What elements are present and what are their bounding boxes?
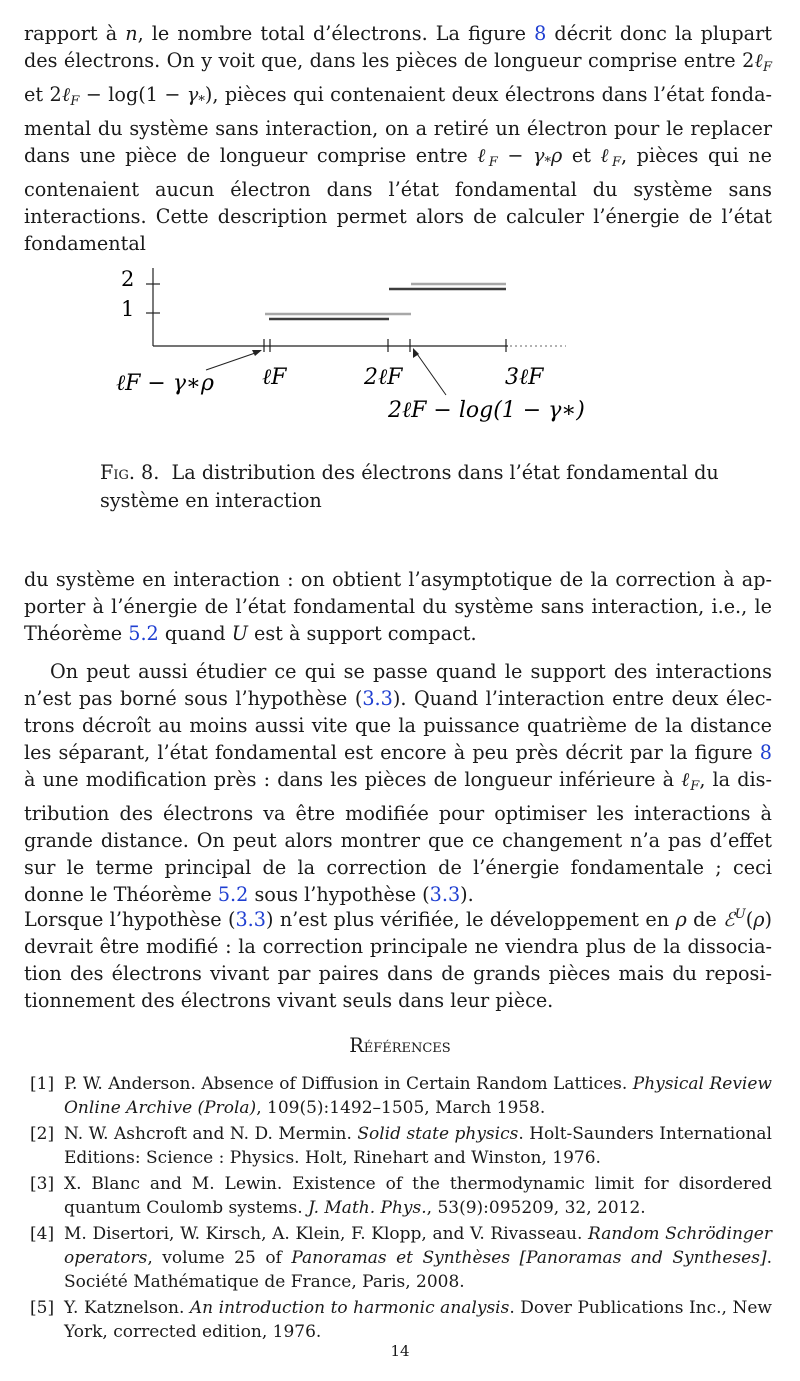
- paragraph-unbounded-support: On peut aussi étudier ce qui se passe quand le support des interactions n’est pas borné sous l’hypothèse (3.3). Quand l’interaction entre deux électrons décroît au moins aussi vite que la puissance quatrième de la distance les séparant, l’état fondamental est encore à peu près décrit par la figure 8 à une modification près : dans les pièces de longueur inférieure à ℓ$_F$, la distribution des électrons va être modifiée pour optimiser les interactions à grande distance. On peut alors montrer que ce changement n’a pas d’effet sur le terme principal de la correction de l’énergie fondamentale ; ceci donne le Théorème 5.2 sous l’hypothèse (3.3).: [24, 660, 772, 906]
- label-2lf-log: 2ℓF − log(1 − γ∗): [388, 398, 585, 423]
- references-list: [30, 1072, 772, 1346]
- reference-item: [4] M. Disertori, W. Kirsch, A. Klein, F. Klopp, and V. Rivasseau. Random Schrödinger operators, volume 25 of Panoramas et Synthèses [Panoramas and Syntheses]. Société Mathématique de France, Paris, 2008.: [30, 1224, 772, 1292]
- label-lf-minus: ℓF − γ∗ρ: [116, 371, 214, 396]
- hypothesis-link[interactable]: 3.3: [235, 908, 266, 931]
- label-lf: ℓF: [262, 365, 287, 390]
- figure-link[interactable]: 8: [759, 741, 772, 764]
- paragraph-intro: rapport à n, le nombre total d’électrons. La figure 8 décrit donc la plupart des électrons. On y voit que, dans les pièces de longueur comprise entre 2ℓ$_F$ et 2ℓ$_F$ − $\log(1 - \gamma_*)$, pièces qui contenaient deux électrons dans l’état fondamental du système sans interaction, on a retiré un électron pour le replacer dans une pièce de longueur comprise entre ℓ$_F$ − $\gamma_*\rho$ et ℓ$_F$, pièces qui ne contenaient aucun électron dans l’état fondamental du système sans interactions. Cette description permet alors de calculer l’énergie de l’état fondamental: [24, 22, 773, 255]
- label-3lf: 3ℓF: [505, 365, 544, 390]
- paragraph-continuation: du système en interaction : on obtient l’asymptotique de la correction à apporter à l’énergie de l’état fondamental du système sans interaction, i.e., le Théorème 5.2 quand U est à support compact.: [24, 568, 772, 645]
- hypothesis-link[interactable]: 3.3: [429, 883, 461, 906]
- figure-caption: Fig. 8. La distribution des électrons dans l’état fondamental du système en interaction: [100, 461, 719, 512]
- reference-item: [2] N. W. Ashcroft and N. D. Mermin. Solid state physics. Holt-Saunders International Editions: Science : Physics. Holt, Rinehart and Winston, 1976.: [30, 1124, 772, 1168]
- theorem-link[interactable]: 5.2: [217, 883, 249, 906]
- electron-distribution-figure: [0, 240, 800, 440]
- y-label-2: 2: [121, 267, 135, 291]
- hypothesis-link[interactable]: 3.3: [362, 687, 393, 710]
- theorem-link[interactable]: 5.2: [128, 622, 159, 645]
- arrow-2lf-log-head: [413, 348, 419, 358]
- arrow-2lf-log: [415, 351, 446, 395]
- page-number: 14: [390, 1342, 410, 1360]
- reference-item: [1] P. W. Anderson. Absence of Diffusion in Certain Random Lattices. Physical Review Online Archive (Prola), 109(5):1492–1505, March 1958.: [30, 1074, 772, 1118]
- reference-item: [3] X. Blanc and M. Lewin. Existence of the thermodynamic limit for disordered quantum Coulomb systems. J. Math. Phys., 53(9):095209, 32, 2012.: [30, 1174, 772, 1218]
- figure-link[interactable]: 8: [534, 22, 547, 45]
- references-heading: Références: [349, 1034, 451, 1057]
- y-label-1: 1: [121, 297, 135, 321]
- reference-item: [5] Y. Katznelson. An introduction to harmonic analysis. Dover Publications Inc., New York, corrected edition, 1976.: [30, 1298, 772, 1342]
- paragraph-hypothesis-fails: Lorsque l’hypothèse (3.3) n’est plus vérifiée, le développement en ρ de ℰ$^U$(ρ) devrait être modifié : la correction principale ne viendra plus de la dissociation des électrons vivant par paires dans de grands pièces mais du repositionnement des électrons vivant seuls dans leur pièce.: [24, 907, 772, 1012]
- arrow-lf-minus: [206, 352, 258, 370]
- arrow-lf-minus-head: [252, 350, 262, 356]
- label-2lf: 2ℓF: [364, 365, 403, 390]
